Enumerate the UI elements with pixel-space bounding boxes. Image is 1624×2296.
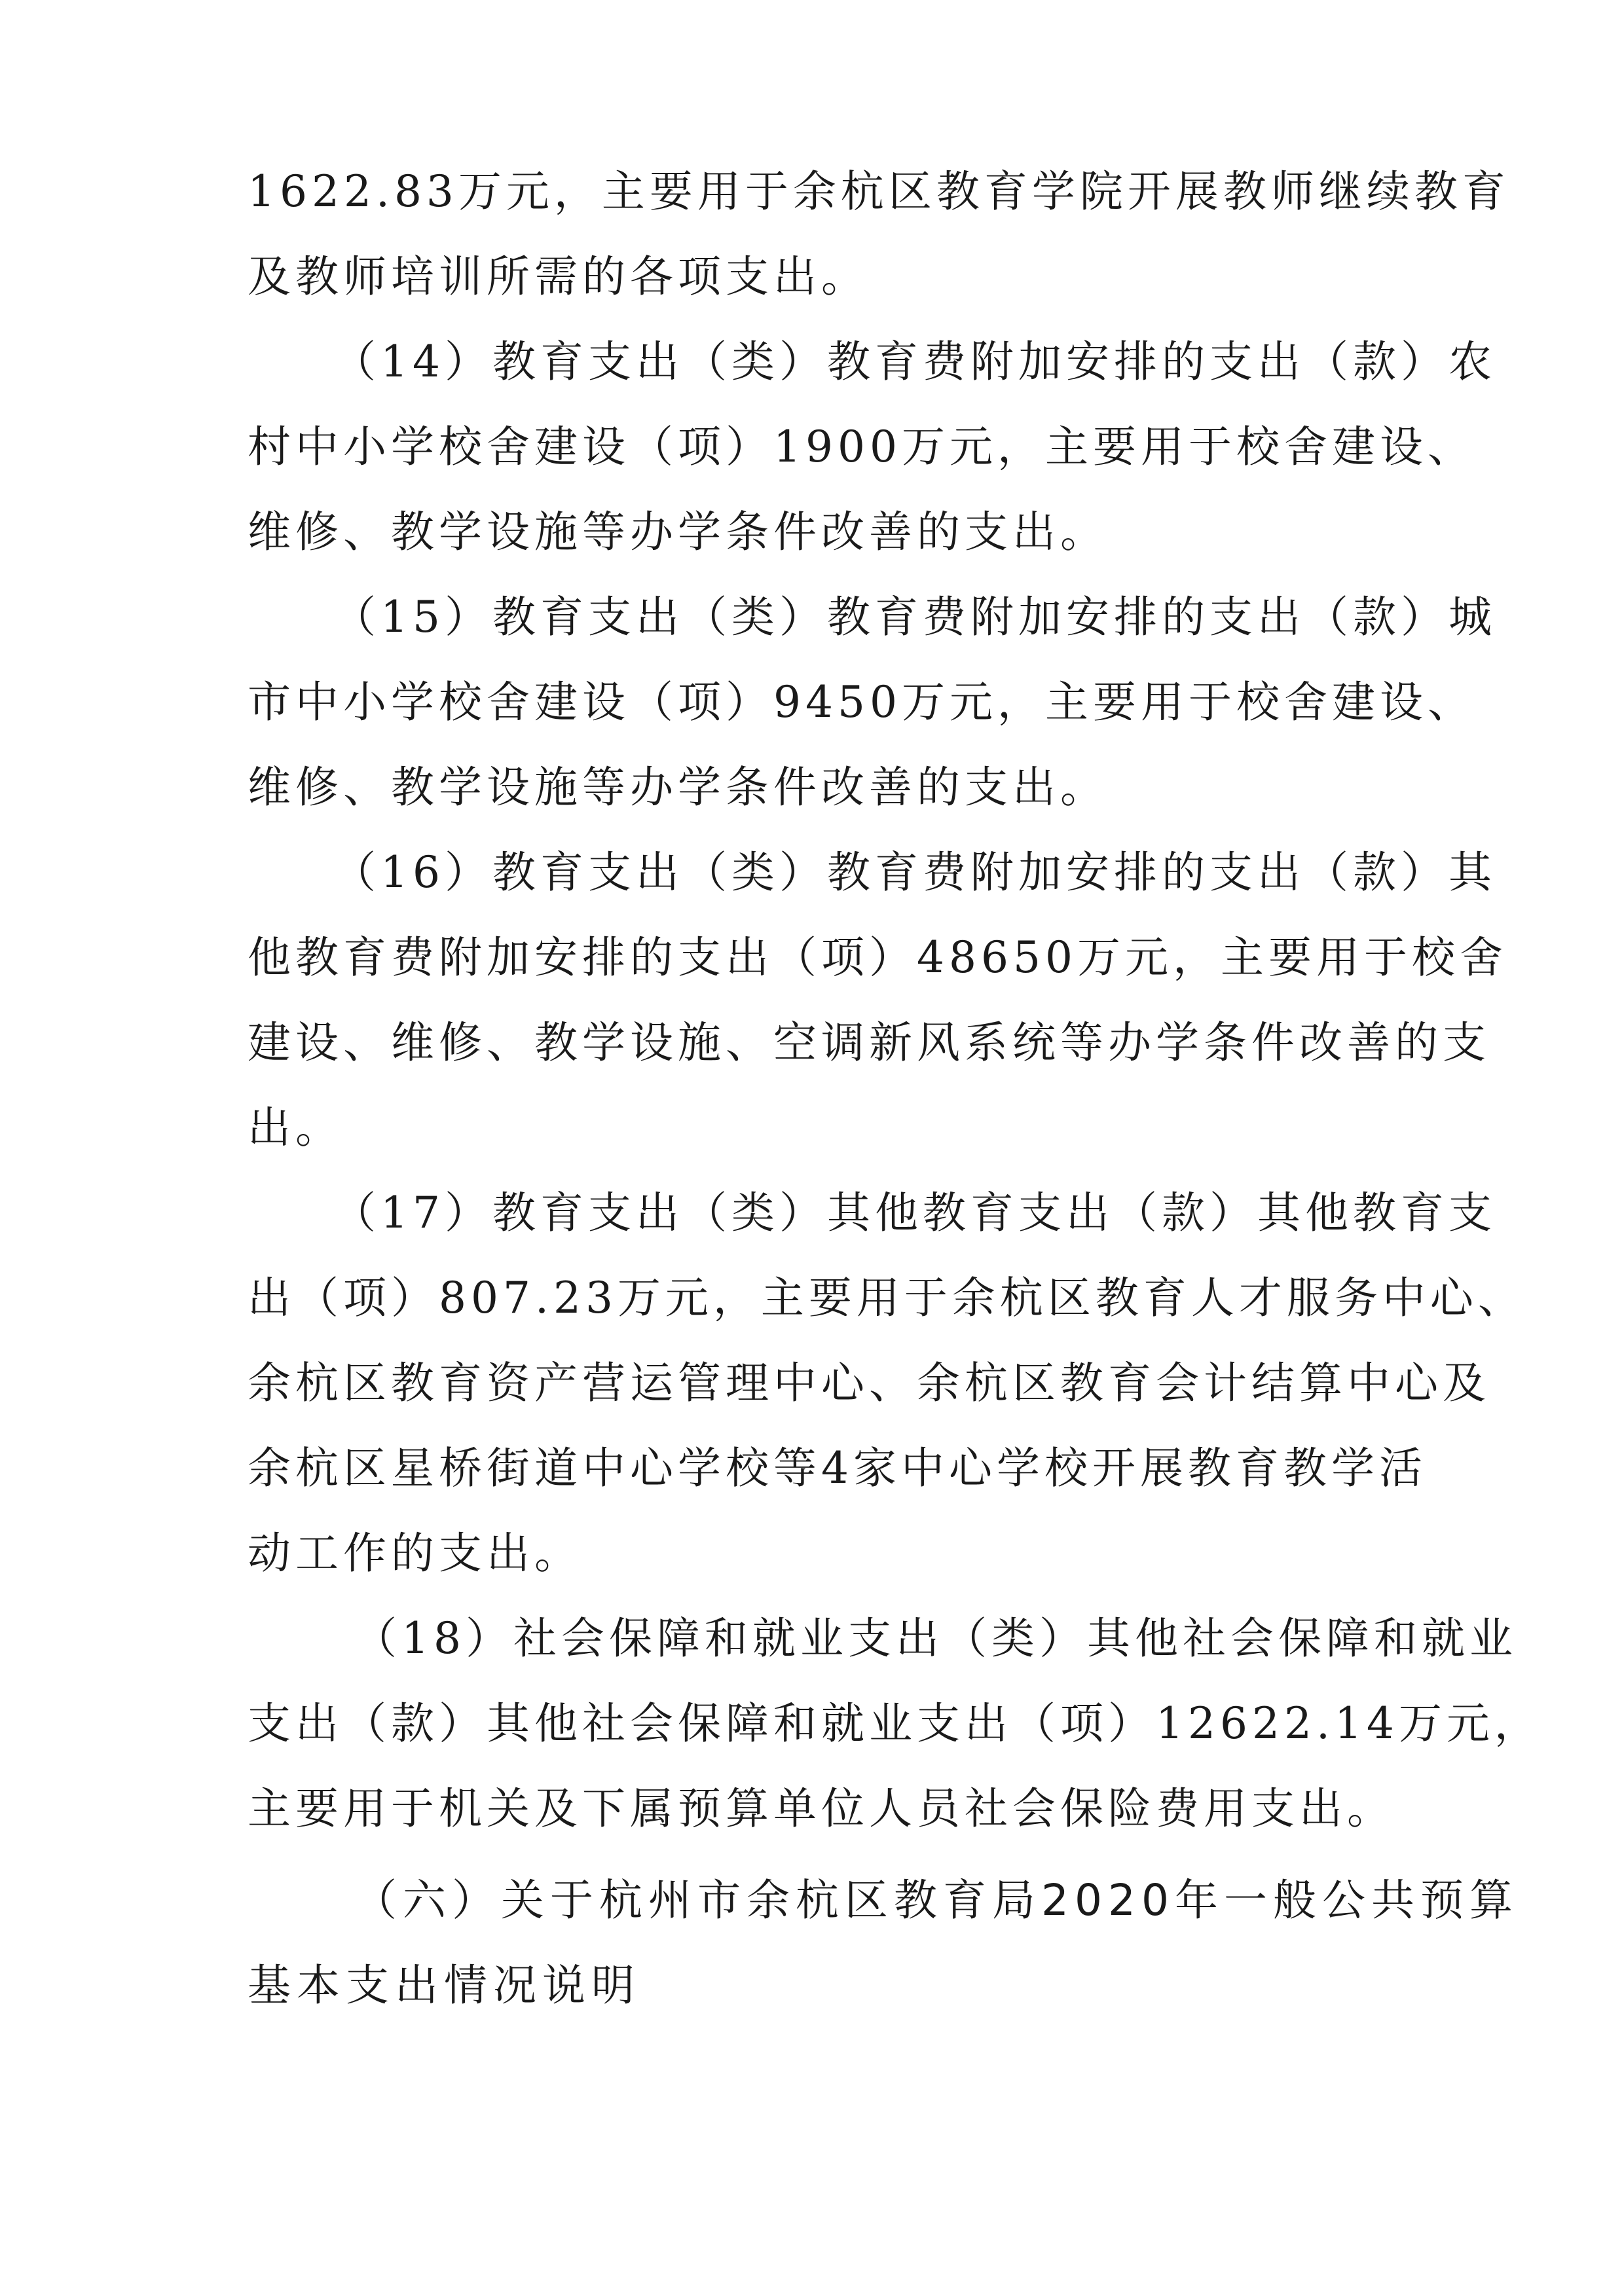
paragraph-line: 1622.83万元，主要用于余杭区教育学院开展教师继续教育 xyxy=(248,166,1510,217)
paragraph-line: 动工作的支出。 xyxy=(248,1528,582,1578)
paragraph-line: 维修、教学设施等办学条件改善的支出。 xyxy=(248,762,1108,812)
paragraph-line: 市中小学校舍建设（项）9450万元，主要用于校舍建设、 xyxy=(248,677,1475,727)
paragraph-line: 村中小学校舍建设（项）1900万元，主要用于校舍建设、 xyxy=(248,422,1475,472)
paragraph-line: 及教师培训所需的各项支出。 xyxy=(248,251,869,302)
item-16-line: （16）教育支出（类）教育费附加安排的支出（款）其 xyxy=(333,847,1496,898)
item-18-line: （18）社会保障和就业支出（类）其他社会保障和就业 xyxy=(354,1613,1517,1664)
item-14-line: （14）教育支出（类）教育费附加安排的支出（款）农 xyxy=(333,337,1496,387)
section-heading: （六）关于杭州市余杭区教育局2020年一般公共预算 xyxy=(354,1875,1519,1925)
item-15-line: （15）教育支出（类）教育费附加安排的支出（款）城 xyxy=(333,592,1496,642)
paragraph-line: 出（项）807.23万元，主要用于余杭区教育人才服务中心、 xyxy=(248,1273,1526,1323)
section-heading-continuation: 基本支出情况说明 xyxy=(248,1960,640,2011)
paragraph-line: 主要用于机关及下属预算单位人员社会保险费用支出。 xyxy=(248,1783,1395,1834)
paragraph-line: 余杭区星桥街道中心学校等4家中心学校开展教育教学活 xyxy=(248,1443,1427,1493)
paragraph-line: 余杭区教育资产营运管理中心、余杭区教育会计结算中心及 xyxy=(248,1358,1490,1408)
paragraph-line: 建设、维修、教学设施、空调新风系统等办学条件改善的支 xyxy=(248,1017,1490,1068)
paragraph-line: 支出（款）其他社会保障和就业支出（项）12622.14万元， xyxy=(248,1698,1542,1749)
paragraph-line: 出。 xyxy=(248,1102,343,1153)
item-17-line: （17）教育支出（类）其他教育支出（款）其他教育支 xyxy=(333,1188,1496,1238)
paragraph-line: 维修、教学设施等办学条件改善的支出。 xyxy=(248,507,1108,557)
paragraph-line: 他教育费附加安排的支出（项）48650万元，主要用于校舍 xyxy=(248,932,1507,983)
